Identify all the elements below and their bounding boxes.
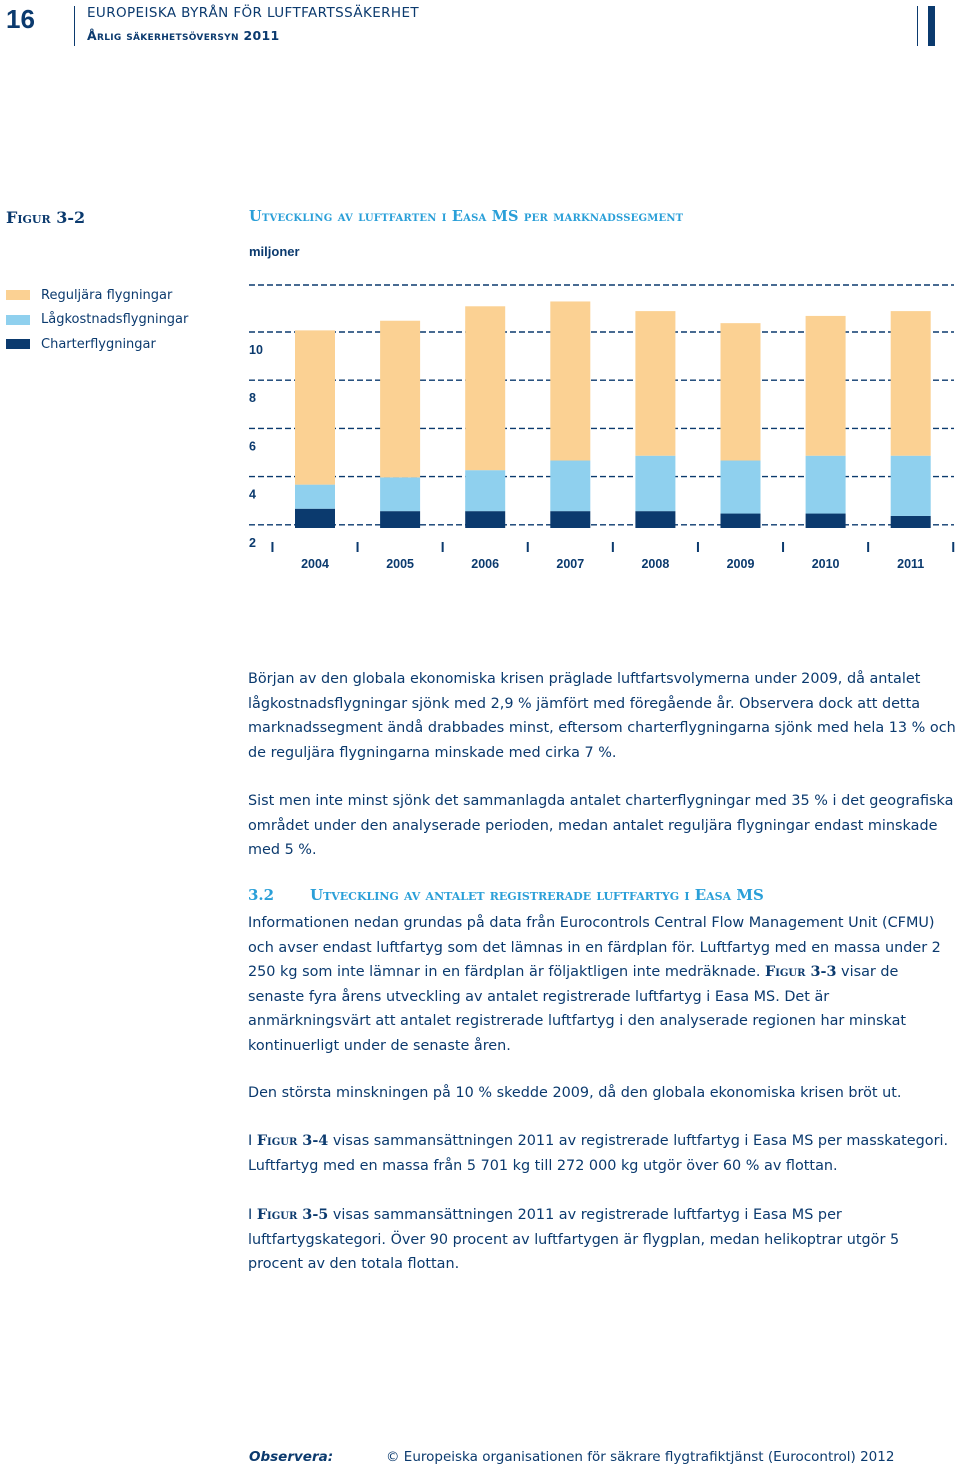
footer-note-label: Observera: (249, 1449, 334, 1465)
bar-2010-series-0 (806, 514, 846, 528)
x-tick-label-2004: 2004 (301, 557, 329, 571)
paragraph-5-b: visas sammansättningen 2011 av registrerade luftfartyg i Easa MS per masskategori. Luftfartyg med en massa från 5 701 kg till 272 000 kg utgör över 60 % av flottan. (248, 1133, 949, 1174)
figure-label: Figur 3-2 (6, 208, 86, 227)
legend-label-regular: Reguljära flygningar (41, 287, 173, 303)
paragraph-2: Sist men inte minst sjönk det sammanlagda antalet charterflygningar med 35 % i det geografiska området under den analyserade perioden, medan antalet reguljära flygningar endast minskade med 5 %. (248, 793, 954, 858)
header-title: EUROPEISKA BYRÅN FÖR LUFTFARTSSÄKERHET (87, 5, 420, 21)
bar-2004-series-2 (295, 330, 335, 484)
paragraph-5-a: I (248, 1133, 257, 1149)
legend-label-lowcost: Lågkostnadsflygningar (41, 312, 189, 328)
bar-2008-series-0 (635, 511, 675, 528)
bar-2008-series-2 (635, 311, 675, 456)
bar-2007-series-0 (550, 511, 590, 528)
bar-2010-series-1 (806, 456, 846, 514)
x-tick-label-2005: 2005 (386, 557, 415, 571)
section-heading (248, 886, 764, 904)
paragraph-3 (248, 911, 956, 1058)
x-tick-label-2009: 2009 (726, 557, 755, 571)
y-tick-label-2: 2 (249, 535, 256, 550)
paragraph-5 (248, 1129, 956, 1178)
legend-label-charter: Charterflygningar (41, 336, 156, 352)
legend-swatch-regular (6, 290, 30, 300)
footer-copyright: © Europeiska organisationen för säkrare flygtrafiktjänst (Eurocontrol) 2012 (386, 1449, 895, 1465)
bar-2010-series-2 (806, 316, 846, 456)
bar-2006-series-0 (465, 511, 505, 528)
bar-2009-series-1 (721, 461, 761, 514)
legend-item-lowcost (6, 308, 188, 333)
header-bar-thick (928, 6, 935, 46)
legend-swatch-charter (6, 339, 30, 349)
y-tick-label-6: 6 (249, 439, 256, 454)
x-tick-label-2010: 2010 (811, 557, 840, 571)
header-bar-thin (917, 6, 918, 46)
paragraph-6-a: I (248, 1207, 257, 1223)
figure-title: Utveckling av luftfarten i Easa MS per marknadssegment (249, 208, 684, 225)
x-tick-label-2007: 2007 (556, 557, 585, 571)
bar-2011-series-1 (891, 456, 931, 516)
section-number: 3.2 (248, 886, 275, 904)
bar-2006-series-1 (465, 470, 505, 511)
x-tick-label-2011: 2011 (897, 557, 925, 571)
bar-2009-series-0 (721, 514, 761, 528)
header-divider (74, 6, 75, 46)
figure-ref-3-5: Figur 3-5 (256, 1206, 329, 1223)
legend-item-charter (6, 332, 188, 357)
bar-2007-series-2 (550, 301, 590, 460)
paragraph-6 (248, 1203, 956, 1277)
bar-2007-series-1 (550, 461, 590, 512)
footer-note (249, 1449, 333, 1465)
legend-swatch-lowcost (6, 315, 30, 325)
x-tick-label-2006: 2006 (471, 557, 500, 571)
chart-x-axis (272, 542, 953, 571)
chart-bars (295, 301, 931, 528)
bar-2009-series-2 (721, 323, 761, 460)
chart-legend (6, 283, 188, 357)
paragraph-1: Början av den globala ekonomiska krisen präglade luftfartsvolymerna under 2009, då antalet lågkostnadsflygningar sjönk med 2,9 % jämfört med föregående år. Observera dock att detta marknadssegment ändå drabbades minst, eftersom charterflygningarna sjönk med hela 13 % och de reguljära flygningarna minskade med cirka 7 %. (248, 671, 956, 761)
bar-2006-series-2 (465, 306, 505, 470)
stacked-bar-chart (240, 240, 956, 580)
legend-item-regular (6, 283, 188, 308)
bar-2005-series-2 (380, 321, 420, 478)
y-tick-label-4: 4 (249, 487, 256, 502)
bar-2004-series-1 (295, 485, 335, 509)
y-tick-label-10: 10 (249, 343, 263, 357)
paragraph-3-b: visar de senaste fyra årens utveckling av antalet registrerade luftfartyg i Easa MS. Det är anmärkningsvärt att antalet registrerade luftfartyg i den analyserade regionen har minskat kontinuerligt under de senaste åren. (248, 964, 907, 1054)
page-number: 16 (6, 4, 35, 34)
chart-grid (249, 285, 954, 550)
bar-2011-series-2 (891, 311, 931, 456)
bar-2005-series-1 (380, 477, 420, 511)
bar-2004-series-0 (295, 509, 335, 528)
bar-2011-series-0 (891, 516, 931, 528)
section-title: Utveckling av antalet registrerade luftfartyg i Easa MS (310, 886, 764, 904)
figure-ref-3-3: Figur 3-3 (765, 963, 837, 980)
bar-2008-series-1 (635, 456, 675, 511)
chart-unit-label: miljoner (249, 244, 300, 259)
paragraph-6-b: visas sammansättningen 2011 av registrerade luftfartyg i Easa MS per luftfartygskategori. Över 90 procent av luftfartygen är flygplan, medan helikoptrar utgör 5 procent av den totala flottan. (248, 1207, 900, 1272)
x-tick-label-2008: 2008 (641, 557, 670, 571)
paragraph-3-a: Informationen nedan grundas på data från Eurocontrols Central Flow Management Unit (CFMU) och avser endast luftfartyg som det lämnas in en färdplan för. Luftfartyg med en massa under 2 250 kg som inte lämnar in en färdplan är följaktligen inte medräknade. (248, 915, 941, 980)
bar-2005-series-0 (380, 511, 420, 528)
header-subtitle: Årlig säkerhetsöversyn 2011 (87, 28, 280, 43)
figure-ref-3-4: Figur 3-4 (256, 1132, 329, 1149)
paragraph-4: Den största minskningen på 10 % skedde 2009, då den globala ekonomiska krisen bröt ut. (248, 1085, 902, 1101)
y-tick-label-8: 8 (249, 391, 256, 406)
